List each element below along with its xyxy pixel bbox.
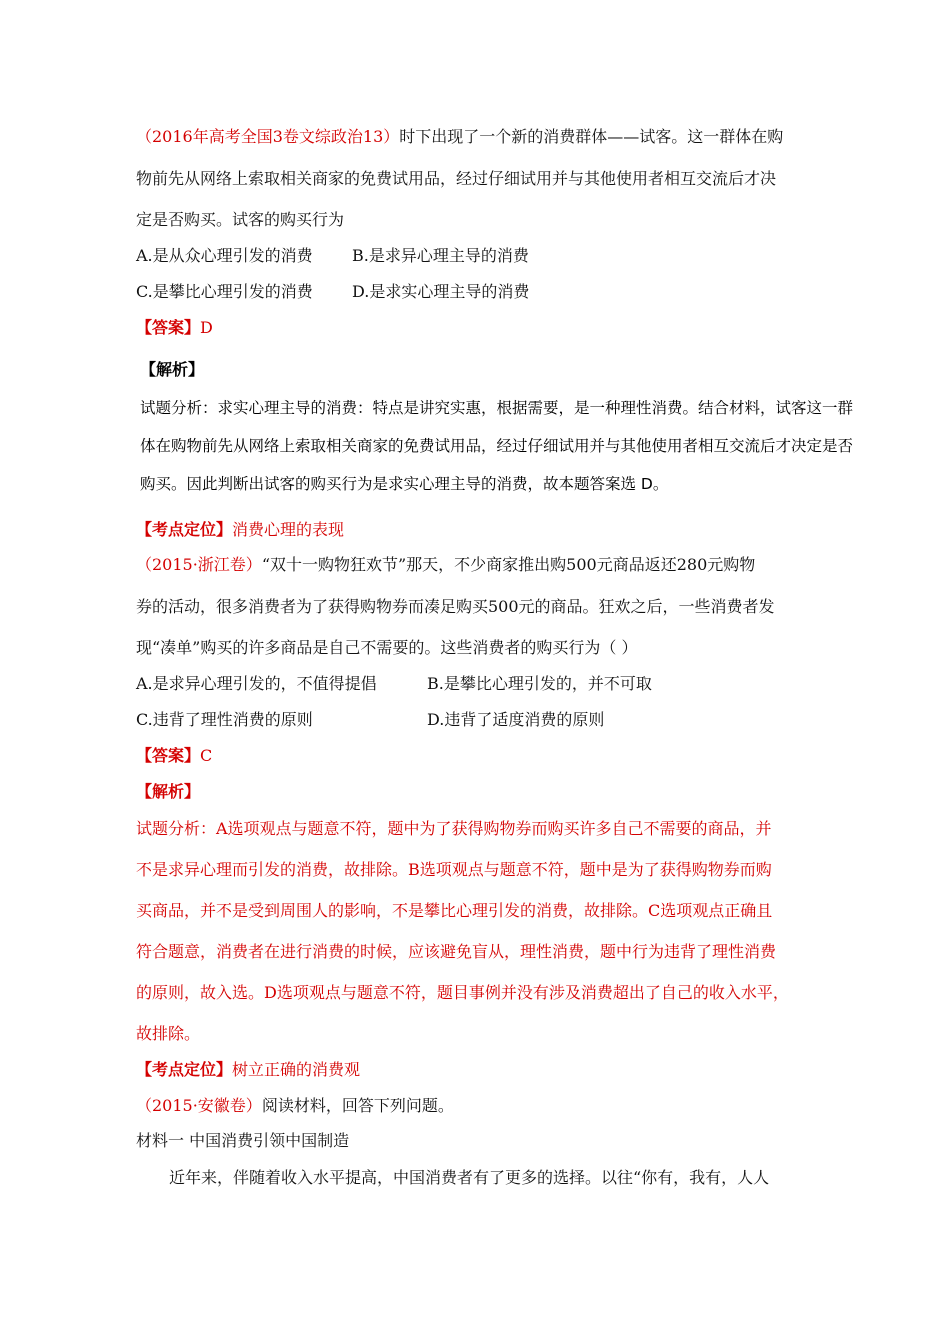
q1-point [136, 520, 344, 540]
q1-option-c: C.是攀比心理引发的消费 [136, 282, 313, 301]
q1-option-d: D.是求实心理主导的消费 [352, 282, 530, 301]
q3-material-title: 材料一 中国消费引领中国制造 [136, 1131, 350, 1150]
q1-stem-text-1: 时下出现了一个新的消费群体——试客。这一群体在购 [399, 127, 784, 146]
q2-stem-text-1: “双十一购物狂欢节”那天，不少商家推出购500元商品返还280元购物 [261, 555, 756, 574]
q3-source: （2015·安徽卷） [136, 1096, 262, 1115]
q1-answer-label: 【答案】 [136, 318, 201, 337]
q2-option-d: D.违背了适度消费的原则 [427, 710, 605, 729]
q2-option-c: C.违背了理性消费的原则 [136, 710, 313, 729]
q2-options-row-1 [136, 674, 652, 694]
q1-answer [136, 318, 213, 338]
q2-analysis-line-5: 的原则，故入选。D选项观点与题意不符，题目事例并没有涉及消费超出了自己的收入水平， [136, 983, 789, 1002]
q2-source: （2015·浙江卷） [136, 555, 262, 574]
q2-analysis-line-6: 故排除。 [136, 1024, 201, 1043]
q3-material-line-1: 近年来，伴随着收入水平提高，中国消费者有了更多的选择。以往“你有，我有，人人 [169, 1168, 770, 1187]
q2-answer-label: 【答案】 [136, 746, 201, 765]
q1-point-value: 消费心理的表现 [232, 520, 345, 539]
q2-answer [136, 746, 212, 766]
q2-stem-line-1 [136, 555, 755, 575]
q1-analysis-line-3: 购买。因此判断出试客的购买行为是求实心理主导的消费，故本题答案选 D。 [140, 475, 669, 493]
q1-analysis-line-1: 试题分析：求实心理主导的消费：特点是讲究实惠，根据需要，是一种理性消费。结合材料，试客这一群 [140, 399, 854, 417]
q2-analysis-line-3: 买商品，并不是受到周围人的影响，不是攀比心理引发的消费，故排除。C选项观点正确且 [136, 901, 773, 920]
q2-answer-value: C [200, 746, 213, 765]
q1-point-label: 【考点定位】 [136, 520, 233, 539]
q2-option-a: A.是求异心理引发的，不值得提倡 [136, 674, 377, 693]
q3-stem-line [136, 1096, 454, 1116]
q3-stem-text: 阅读材料，回答下列问题。 [261, 1096, 454, 1115]
q1-analysis-label: 【解析】 [140, 360, 205, 379]
q2-point-label: 【考点定位】 [136, 1060, 233, 1079]
q2-analysis-line-1: 试题分析：A选项观点与题意不符，题中为了获得购物券而购买许多自己不需要的商品，并 [136, 819, 772, 838]
q1-stem-line-3: 定是否购买。试客的购买行为 [136, 210, 345, 229]
q2-stem-line-2: 券的活动，很多消费者为了获得购物券而凑足购买500元的商品。狂欢之后，一些消费者发 [136, 597, 775, 616]
q1-answer-value: D [200, 318, 213, 337]
q2-stem-line-3: 现“凑单”购买的许多商品是自己不需要的。这些消费者的购买行为（ ） [136, 638, 638, 657]
q1-option-a: A.是从众心理引发的消费 [136, 246, 313, 265]
q2-point-value: 树立正确的消费观 [232, 1060, 361, 1079]
q2-point [136, 1060, 360, 1080]
q2-analysis-label: 【解析】 [136, 782, 201, 801]
q2-analysis-line-2: 不是求异心理而引发的消费，故排除。B选项观点与题意不符，题中是为了获得购物券而购 [136, 860, 772, 879]
q1-options-row-2 [136, 282, 530, 302]
q1-source: （2016年高考全国3卷文综政治13） [136, 127, 400, 146]
q2-analysis-line-4: 符合题意，消费者在进行消费的时候，应该避免盲从，理性消费，题中行为违背了理性消费 [136, 942, 777, 961]
q1-options-row-1 [136, 246, 529, 266]
q2-option-b: B.是攀比心理引发的，并不可取 [427, 674, 652, 693]
q2-options-row-2 [136, 710, 605, 730]
q1-analysis-line-2: 体在购物前先从网络上索取相关商家的免费试用品，经过仔细试用并与其他使用者相互交流后才决定是否 [140, 437, 854, 455]
q1-stem-line-2: 物前先从网络上索取相关商家的免费试用品，经过仔细试用并与其他使用者相互交流后才决 [136, 169, 777, 188]
q1-stem-line-1 [136, 127, 783, 147]
q1-option-b: B.是求异心理主导的消费 [352, 246, 529, 265]
